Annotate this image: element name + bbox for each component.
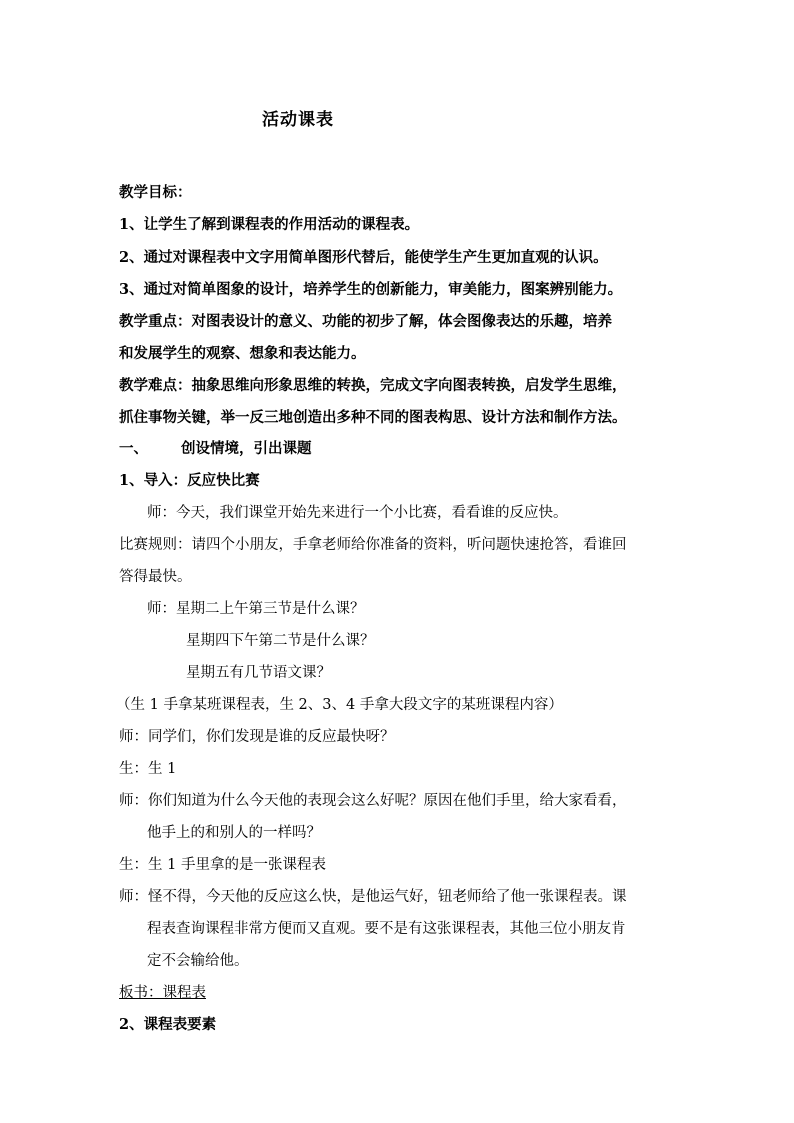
rules-line-1: 比赛规则：请四个小朋友，手拿老师给你准备的资料，听问题快速抢答，看谁回 (119, 537, 627, 553)
teacher-explain-line-2: 程表查询课程非常方便而又直观。要不是有这张课程表，其他三位小朋友肯 (147, 921, 626, 937)
section-1-heading (119, 439, 689, 459)
student-holds: 生：生 1 手里拿的是一张课程表 (119, 857, 326, 873)
sub-1-title: 1、导入：反应快比赛 (119, 472, 260, 489)
difficulty-line-2: 抓住事物关键，举一反三地创造出多种不同的图表构思、设计方法和制作方法。 (119, 409, 627, 426)
objectives-heading: 教学目标： (119, 184, 192, 201)
teacher-ask: 师：同学们，你们发现是谁的反应最快呀？ (119, 729, 395, 745)
sub-2-title: 2、课程表要素 (119, 1016, 217, 1033)
question-2: 星期四下午第二节是什么课？ (186, 633, 375, 649)
teacher-intro: 师：今天，我们课堂开始先来进行一个小比赛，看看谁的反应快。 (147, 505, 568, 521)
note: （生 1 手拿某班课程表，生 2、3、4 手拿大段文字的某班课程内容） (116, 697, 563, 713)
teacher-why-line-2: 他手上的和别人的一样吗？ (147, 825, 321, 841)
section-1-title: 创设情境，引出课题 (181, 440, 312, 457)
teacher-explain-line-1: 师：怪不得，今天他的反应这么快，是他运气好，钮老师给了他一张课程表。课 (119, 889, 627, 905)
objective-3: 3、通过对简单图象的设计，培养学生的创新能力，审美能力，图案辨别能力。 (119, 281, 623, 298)
document-title: 活动课表 (262, 110, 334, 130)
board-note: 板书：课程表 (119, 985, 206, 1001)
teacher-why-line-1: 师：你们知道为什么今天他的表现会这么好呢？原因在他们手里，给大家看看， (119, 793, 627, 809)
key-point-line-2: 和发展学生的观察、想象和表达能力。 (119, 345, 366, 362)
difficulty-line-1: 教学难点：抽象思维向形象思维的转换，完成文字向图表转换，启发学生思维， (119, 377, 627, 394)
teacher-explain-line-3: 定不会输给他。 (147, 953, 249, 969)
objective-2: 2、通过对课程表中文字用简单图形代替后，能使学生产生更加直观的认识。 (119, 249, 608, 266)
key-point-line-1: 教学重点：对图表设计的意义、功能的初步了解，体会图像表达的乐趣，培养 (119, 313, 612, 330)
rules-line-2: 答得最快。 (119, 569, 192, 585)
question-1: 师：星期二上午第三节是什么课？ (147, 601, 365, 617)
question-3: 星期五有几节语文课？ (186, 665, 331, 681)
objective-1: 1、让学生了解到课程表的作用活动的课程表。 (119, 216, 420, 233)
student-answer: 生：生 1 (119, 761, 177, 777)
section-1-number: 一、 (119, 440, 148, 457)
